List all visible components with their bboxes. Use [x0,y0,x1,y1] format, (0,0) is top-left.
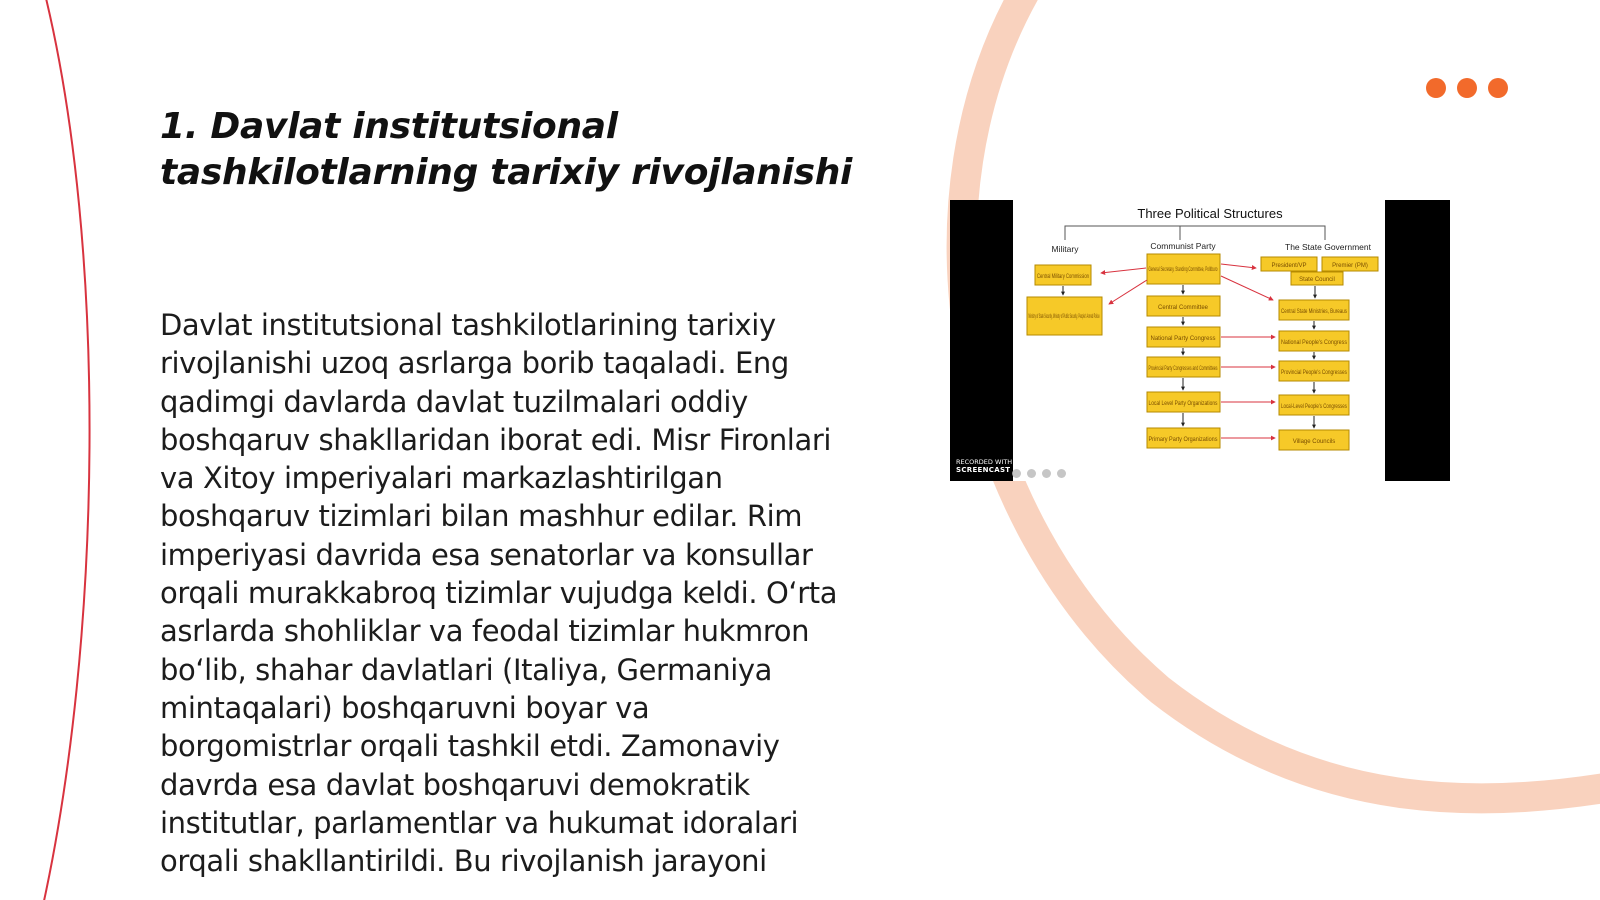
column-head-government: The State Government [1285,242,1371,252]
column-head-military: Military [1051,244,1079,254]
svg-text:General Secretary, Standing Co: General Secretary, Standing Committee, Politburo [1148,267,1218,273]
svg-text:Primary Party Organizations: Primary Party Organizations [1148,437,1218,443]
watermark-brand: SCREENCAST [956,466,1011,474]
svg-text:Provincial Party Congresses an: Provincial Party Congresses and Committees [1148,366,1218,372]
rewind-icon[interactable] [1027,469,1036,478]
decorative-edge-line [42,0,90,900]
dot [1488,78,1508,98]
svg-text:Central Committee: Central Committee [1157,305,1209,311]
decorative-dots [1426,78,1508,98]
dot [1457,78,1477,98]
svg-text:Central State Ministries, Bure: Central State Ministries, Bureaus [1281,309,1347,315]
svg-text:Provincial People's Congresses: Provincial People's Congresses [1281,370,1347,376]
government-box [1279,430,1349,450]
svg-text:State Council: State Council [1299,277,1335,283]
government-box [1322,257,1378,271]
svg-text:Local Level Party Organization: Local Level Party Organizations [1148,401,1218,407]
svg-text:Premier (PM): Premier (PM) [1332,263,1368,269]
government-box [1261,257,1317,271]
svg-text:Village Councils: Village Councils [1292,439,1336,445]
political-structures-diagram [1013,200,1385,481]
slide-body-text: Davlat institutsional tashkilotlarining tarixiy rivojlanishi uzoq asrlarga borib taqaladi. Eng qadimgi davlarda davlat tuzilmalari oddiy boshqaruv shakllaridan iborat edi. Misr Fironlari va Xitoy imperiyalari markazlashtirilgan boshqaruv tizimlari bilan mashhur edilar. Rim imperiyasi davrida esa senatorlar va konsullar orqali murakkabroq tizimlar vujudga keldi. O‘rta asrlarda shohliklar va feodal tizimlar hukmron bo‘lib, shahar davlatlari (Italiya, Germaniya mintaqalari) boshqaruvni boyar va borgomistrlar orqali tashkil etdi. Zamonaviy davrda esa davlat boshqaruvi demokratik institutlar, parlamentlar va hukumat idoralari orqali shakllantirildi. Bu rivojlanish jarayoni [160,308,838,879]
government-box [1279,361,1349,381]
screencast-watermark [956,458,1012,474]
svg-text:Ministry of State Security, Mi: Ministry of State Security, Ministry of Public Security, People's Armed Police [1028,314,1100,320]
military-box [1027,297,1102,335]
military-box [1035,265,1091,285]
government-box [1279,331,1349,351]
fullscreen-icon[interactable] [1057,469,1066,478]
play-icon[interactable] [1012,469,1021,478]
video-frame [1013,200,1385,481]
svg-text:President/VP: President/VP [1271,263,1307,269]
party-box [1147,357,1220,377]
slide-title: 1. Davlat institutsional tashkilotlarning tarixiy rivojlanishi [160,106,853,193]
volume-icon[interactable] [1042,469,1051,478]
government-box [1291,272,1343,285]
dot [1426,78,1446,98]
party-box [1147,296,1220,316]
column-head-party: Communist Party [1150,241,1216,251]
government-box [1279,395,1349,415]
watermark-line: RECORDED WITH [956,458,1013,466]
party-box [1147,428,1220,448]
government-box [1279,300,1349,320]
svg-text:Local-Level People's Congresse: Local-Level People's Congresses [1281,404,1347,410]
diagram-title: Three Political Structures [1137,206,1283,221]
party-box [1147,327,1220,347]
svg-text:Central Military Commission: Central Military Commission [1037,274,1089,280]
party-box [1147,392,1220,412]
embedded-video[interactable] [950,200,1450,481]
party-box [1147,254,1220,284]
svg-text:National Party Congress: National Party Congress [1150,336,1216,342]
video-controls [1012,469,1066,478]
svg-text:National People's Congress: National People's Congress [1281,340,1347,346]
